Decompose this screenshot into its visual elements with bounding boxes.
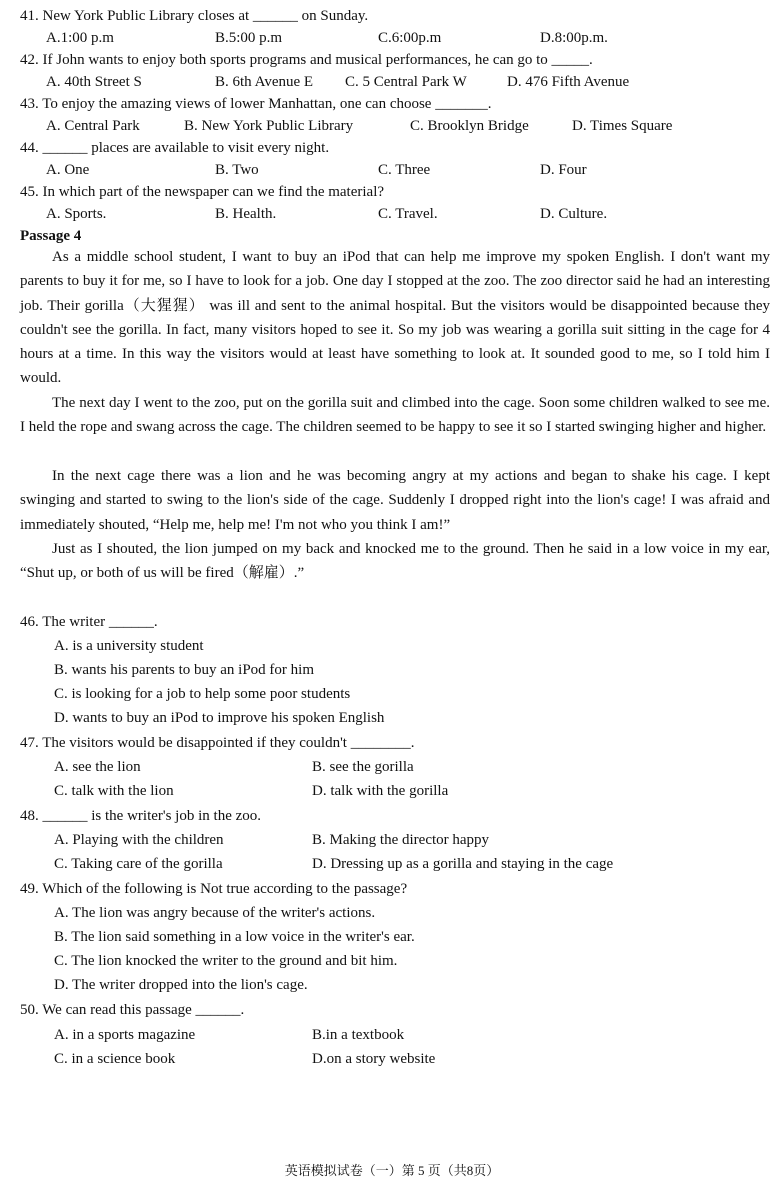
- question-46-stem: 46. The writer ______.: [20, 614, 158, 630]
- option: D.on a story website: [312, 1051, 436, 1067]
- option: D. talk with the gorilla: [312, 783, 449, 799]
- option: C. talk with the lion: [54, 783, 174, 799]
- option: A. Sports.: [46, 206, 107, 222]
- option: B. The lion said something in a low voice in the writer's ear.: [54, 929, 415, 945]
- option: C.6:00p.m: [378, 30, 442, 46]
- option: D. The writer dropped into the lion's cage.: [54, 977, 308, 993]
- option: D.8:00p.m.: [540, 30, 608, 46]
- option: B. Making the director happy: [312, 832, 490, 848]
- question-45-stem: 45. In which part of the newspaper can we find the material?: [20, 184, 385, 200]
- option: C. Brooklyn Bridge: [410, 118, 529, 134]
- passage-paragraph: [20, 391, 770, 440]
- passage-title: Passage 4: [20, 228, 82, 244]
- option: C. is looking for a job to help some poor students: [54, 686, 351, 702]
- option: C. Travel.: [378, 206, 438, 222]
- option: B.5:00 p.m: [215, 30, 283, 46]
- option: D. Culture.: [540, 206, 608, 222]
- question-41-stem: 41. New York Public Library closes at ______ on Sunday.: [20, 8, 369, 24]
- passage-paragraph: [20, 245, 770, 391]
- option: C. Taking care of the gorilla: [54, 856, 223, 872]
- option: D. 476 Fifth Avenue: [507, 74, 630, 90]
- option: A. One: [46, 162, 90, 178]
- paragraph-text: Just as I shouted, the lion jumped on my back and knocked me to the ground. Then he said in a low voice in my ear, “Shut up, or both of us will be fired（解雇）.”: [20, 541, 770, 582]
- question-42-stem: 42. If John wants to enjoy both sports programs and musical performances, he can go to _____.: [20, 52, 593, 68]
- paragraph-text: As a middle school student, I want to buy an iPod that can help me improve my spoken English. I don't want my parents to buy it for me, so I have to look for a job. One day I stopped at the zoo. The zoo director said he had an interesting job. Their gorilla（大猩猩） was ill and sent to the animal hospital. But the visitors would be disappointed because they couldn't see the gorilla. In fact, many visitors hoped to see it. So my job was wearing a gorilla suit sitting in the cage for 4 hours at a time. In this way the visitors would at least have something to look at. It sounded good to me, so I told him I would.: [20, 249, 770, 387]
- option: C. 5 Central Park W: [345, 74, 467, 90]
- option: A. Central Park: [46, 118, 140, 134]
- option: A. in a sports magazine: [54, 1027, 196, 1043]
- paragraph-text: In the next cage there was a lion and he was becoming angry at my actions and began to shake his cage. I kept swinging and started to swing to the lion's side of the cage. Suddenly I dropped right into the lion's cage! I was afraid and immediately shouted, “Help me, help me! I'm not who you think I am!”: [20, 468, 770, 533]
- paragraph-text: The next day I went to the zoo, put on the gorilla suit and climbed into the cage. Soon some children walked to see me. I held the rope and swang across the cage. The children seemed to be happy to see it so I started swinging higher and higher.: [20, 395, 770, 436]
- question-48-stem: 48. ______ is the writer's job in the zoo.: [20, 808, 262, 824]
- question-49-stem: 49. Which of the following is Not true according to the passage?: [20, 881, 408, 897]
- option: B. Two: [215, 162, 259, 178]
- option: D. Four: [540, 162, 587, 178]
- page-footer: 英语模拟试卷（一）第 5 页（共8页）: [284, 1163, 500, 1178]
- option: A. The lion was angry because of the writer's actions.: [54, 905, 376, 921]
- passage-paragraph: [20, 537, 770, 586]
- option: D. Dressing up as a gorilla and staying in the cage: [312, 856, 614, 872]
- option: C. in a science book: [54, 1051, 176, 1067]
- option: D. wants to buy an iPod to improve his spoken English: [54, 710, 385, 726]
- passage-paragraph: [20, 464, 770, 537]
- question-44-stem: 44. ______ places are available to visit every night.: [20, 140, 330, 156]
- option: C. Three: [378, 162, 431, 178]
- option: A.1:00 p.m: [46, 30, 114, 46]
- question-47-stem: 47. The visitors would be disappointed if they couldn't ________.: [20, 735, 415, 751]
- option: A. Playing with the children: [54, 832, 224, 848]
- option: B. see the gorilla: [312, 759, 414, 775]
- option: A. 40th Street S: [46, 74, 142, 90]
- option: B. wants his parents to buy an iPod for him: [54, 662, 314, 678]
- question-50-stem: 50. We can read this passage ______.: [20, 1002, 245, 1018]
- option: A. is a university student: [54, 638, 204, 654]
- option: B. Health.: [215, 206, 277, 222]
- option: D. Times Square: [572, 118, 673, 134]
- option: B.in a textbook: [312, 1027, 405, 1043]
- question-43-stem: 43. To enjoy the amazing views of lower Manhattan, one can choose _______.: [20, 96, 492, 112]
- option: C. The lion knocked the writer to the ground and bit him.: [54, 953, 398, 969]
- option: B. New York Public Library: [184, 118, 354, 134]
- option: A. see the lion: [54, 759, 141, 775]
- option: B. 6th Avenue E: [215, 74, 314, 90]
